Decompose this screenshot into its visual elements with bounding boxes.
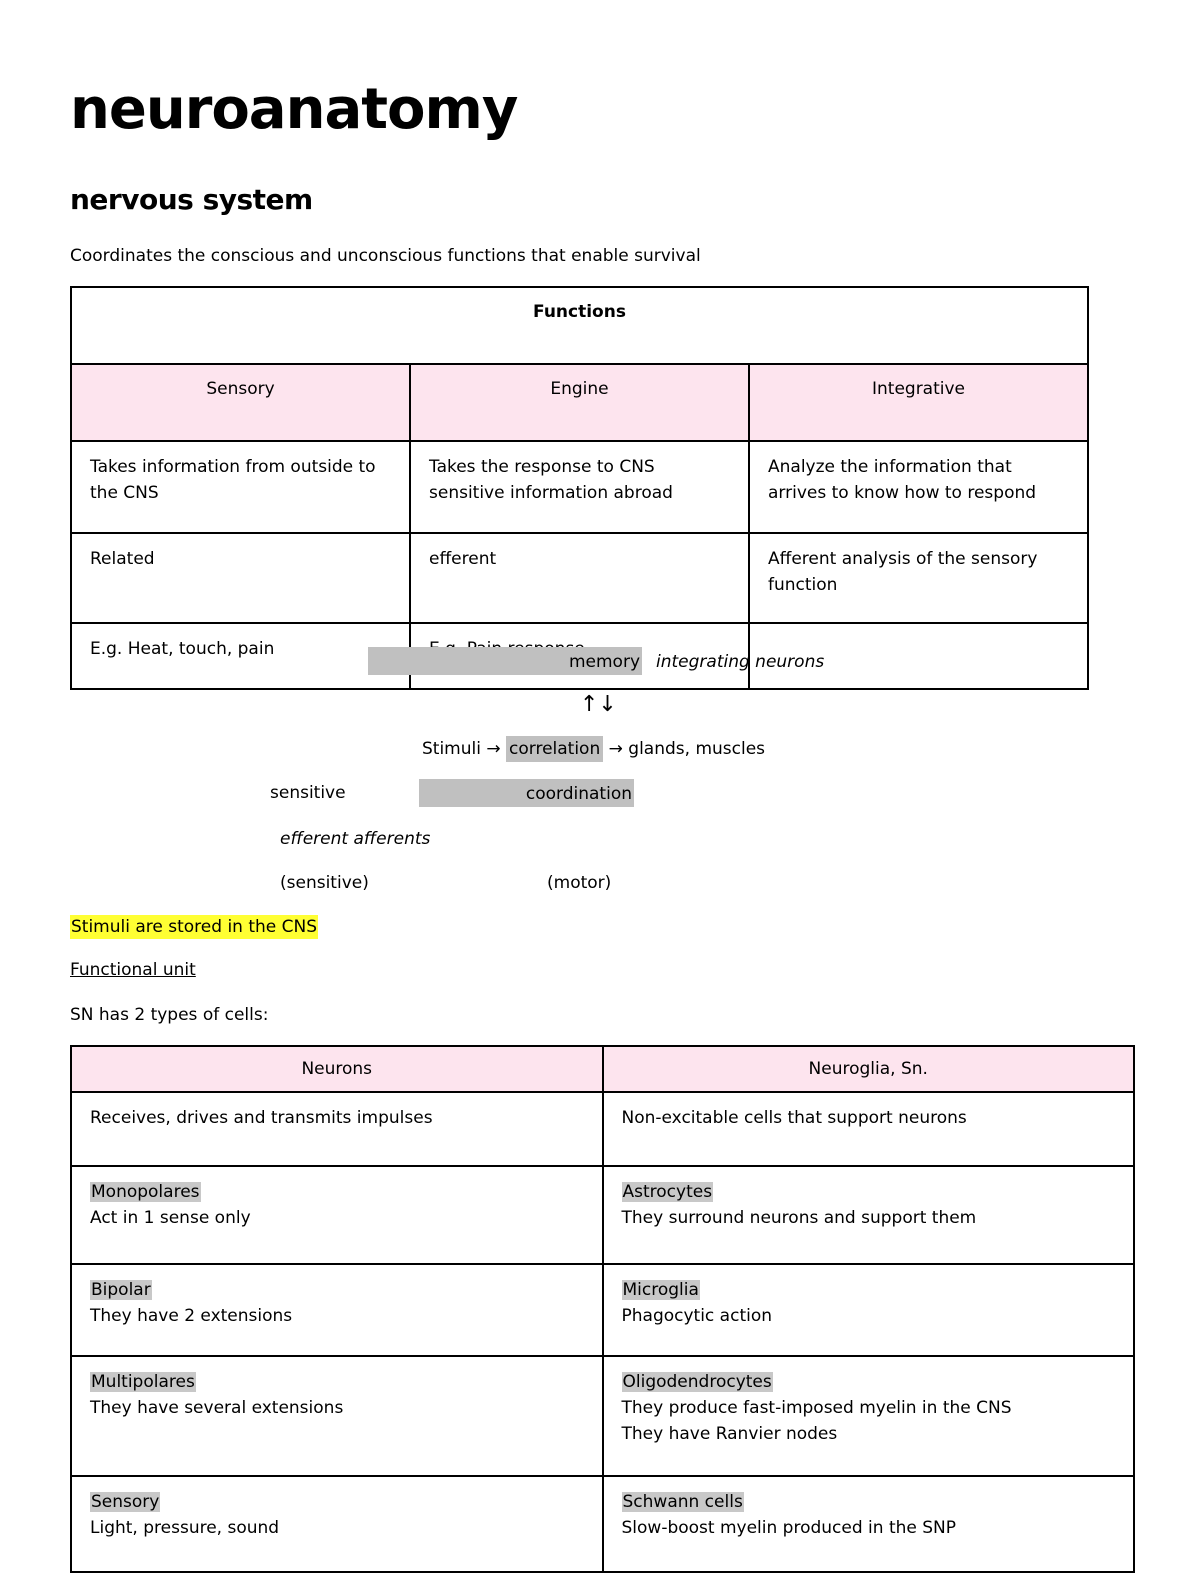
page-title: neuroanatomy [70,77,518,142]
highlighted-note: Stimuli are stored in the CNS [71,917,318,937]
cell-type-desc: They have several extensions [90,1398,344,1418]
cell-type-desc: They have Ranvier nodes [621,1424,838,1444]
header-neurons: Neurons [71,1046,603,1092]
table-cell: efferent [410,533,749,623]
table-cell: Takes information from outside to the CNS [71,441,410,533]
cell-type-desc: They produce fast-imposed myelin in the CNS [621,1398,1012,1418]
memory-label: memory [568,652,640,672]
cell-type-name: Bipolar [91,1280,151,1300]
cell-type-name: Oligodendrocytes [622,1372,772,1392]
table-cell: Takes the response to CNS sensitive information abroad [410,441,749,533]
header-sensory: Sensory [71,364,410,441]
cell-types-intro: SN has 2 types of cells: [70,1005,269,1025]
cell-type-name: Sensory [91,1492,160,1512]
cell-type-desc: Slow-boost myelin produced in the SNP [621,1518,957,1538]
header-neuroglia: Neuroglia, Sn. [603,1046,1135,1092]
header-integrative: Integrative [749,364,1088,441]
memory-highlight [368,647,642,675]
stimuli-label: Stimuli → [422,739,501,759]
motor-paren-label: (motor) [547,873,612,893]
cell-type-name: Monopolares [91,1182,200,1202]
cell-types-table [70,1045,1135,1573]
table-cell: Receives, drives and transmits impulses [71,1092,603,1166]
table-cell [71,1264,603,1356]
table-cell: Non-excitable cells that support neurons [603,1092,1135,1166]
table-cell [71,1166,603,1264]
functions-caption: Functions [71,287,1088,364]
intro-text: Coordinates the conscious and unconscious functions that enable survival [70,246,701,266]
correlation-label: correlation [506,736,603,762]
table-cell [603,1166,1135,1264]
efferent-afferents-label: efferent afferents [280,829,431,849]
table-cell [603,1356,1135,1476]
table-cell: Afferent analysis of the sensory function [749,533,1088,623]
cell-type-name: Astrocytes [622,1182,713,1202]
table-cell [603,1476,1135,1572]
table-cell [71,1356,603,1476]
table-cell [71,1476,603,1572]
table-cell: Related [71,533,410,623]
integrating-neurons-label: integrating neurons [656,652,825,672]
coordination-label: coordination [419,779,634,807]
up-down-arrows-icon: ↑↓ [580,692,617,717]
functions-table [70,286,1089,690]
cell-type-desc: They have 2 extensions [90,1306,293,1326]
sensitive-paren-label: (sensitive) [280,873,369,893]
cell-type-desc: Phagocytic action [621,1306,773,1326]
header-engine: Engine [410,364,749,441]
cell-type-desc: Act in 1 sense only [90,1208,251,1228]
glands-muscles-label: → glands, muscles [608,739,766,759]
cell-type-name: Multipolares [91,1372,195,1392]
cell-type-name: Schwann cells [622,1492,743,1512]
cell-type-desc: They surround neurons and support them [621,1208,977,1228]
cell-type-desc: Light, pressure, sound [90,1518,280,1538]
table-cell: Analyze the information that arrives to know how to respond [749,441,1088,533]
stimuli-flow-line [422,738,765,760]
table-cell: E.g. Heat, touch, pain [71,623,410,689]
functional-unit-heading: Functional unit [70,960,196,980]
table-cell [603,1264,1135,1356]
sensitive-label: sensitive [270,783,346,803]
section-heading: nervous system [70,183,313,216]
cell-type-name: Microglia [622,1280,699,1300]
